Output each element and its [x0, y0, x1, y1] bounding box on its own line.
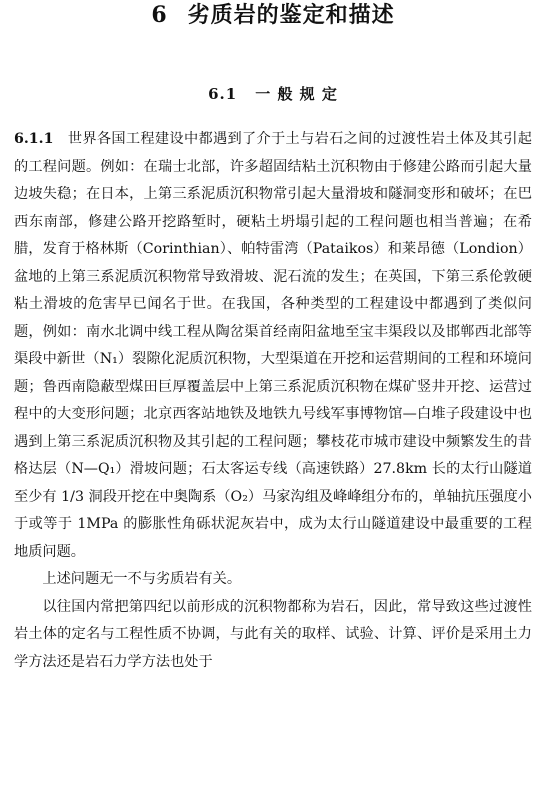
chapter-title — [14, 0, 532, 28]
clause-text: 世界各国工程建设中都遇到了介于土与岩石之间的过渡性岩土体及其引起的工程问题。例如：在瑞士北部，许多超固结粘土沉积物由于修建公路而引起大量边坡失稳；在日本，上第三系泥质沉积物常引起大量滑坡和隧洞变形和破坏；在巴西东南部，修建公路开挖路堑时，硬粘土坍塌引起的工程问题也相当普遍；在希腊，发育于格林斯（Corinthian）、帕特雷湾（Pataikos）和莱昂德（Londion）盆地的上第三系泥质沉积物常导致滑坡、泥石流的发生；在英国，下第三系伦敦硬粘土滑坡的危害早已闻名于世。在我国，各种类型的工程建设中都遇到了类似问题，例如：南水北调中线工程从陶岔渠首经南阳盆地至宝丰渠段以及邯郸西北部等渠段中新世（N₁）裂隙化泥质沉积物，大型渠道在开挖和运营期间的工程和环境问题；鲁西南隐蔽型煤田巨厚覆盖层中上第三系泥质沉积物在煤矿竖井开挖、运营过程中的大变形问题；北京西客站地铁及地铁九号线军事博物馆—白堆子段建设中也遇到上第三系泥质沉积物及其引起的工程问题；攀枝花市城市建设中频繁发生的昔格达层（N—Q₁）滑坡问题；石太客运专线（高速铁路）27.8km 长的太行山隧道至少有 1/3 洞段开挖在中奥陶系（O₂）马家沟组及峰峰组分布的，单轴抗压强度小于或等于 1MPa 的膨胀性角砾状泥灰岩中，成为太行山隧道建设中最重要的工程地质问题。 — [14, 131, 532, 560]
chapter-number: 6 — [151, 2, 168, 28]
clause-paragraph — [14, 126, 532, 566]
clause-number: 6.1.1 — [14, 131, 54, 147]
section-title — [14, 84, 532, 104]
chapter-title-text: 劣质岩的鉴定和描述 — [187, 2, 395, 28]
body-paragraph: 上述问题无一不与劣质岩有关。 — [42, 571, 242, 587]
section-number: 6.1 — [208, 85, 238, 103]
section-title-text: 一 般 规 定 — [255, 85, 338, 103]
body-paragraph: 以往国内常把第四纪以前形成的沉积物都称为岩石，因此，常导致这些过渡性岩土体的定名与工程性质不协调，与此有关的取样、试验、计算、评价是采用土力学方法还是岩石力学方法也处于 — [14, 598, 532, 670]
